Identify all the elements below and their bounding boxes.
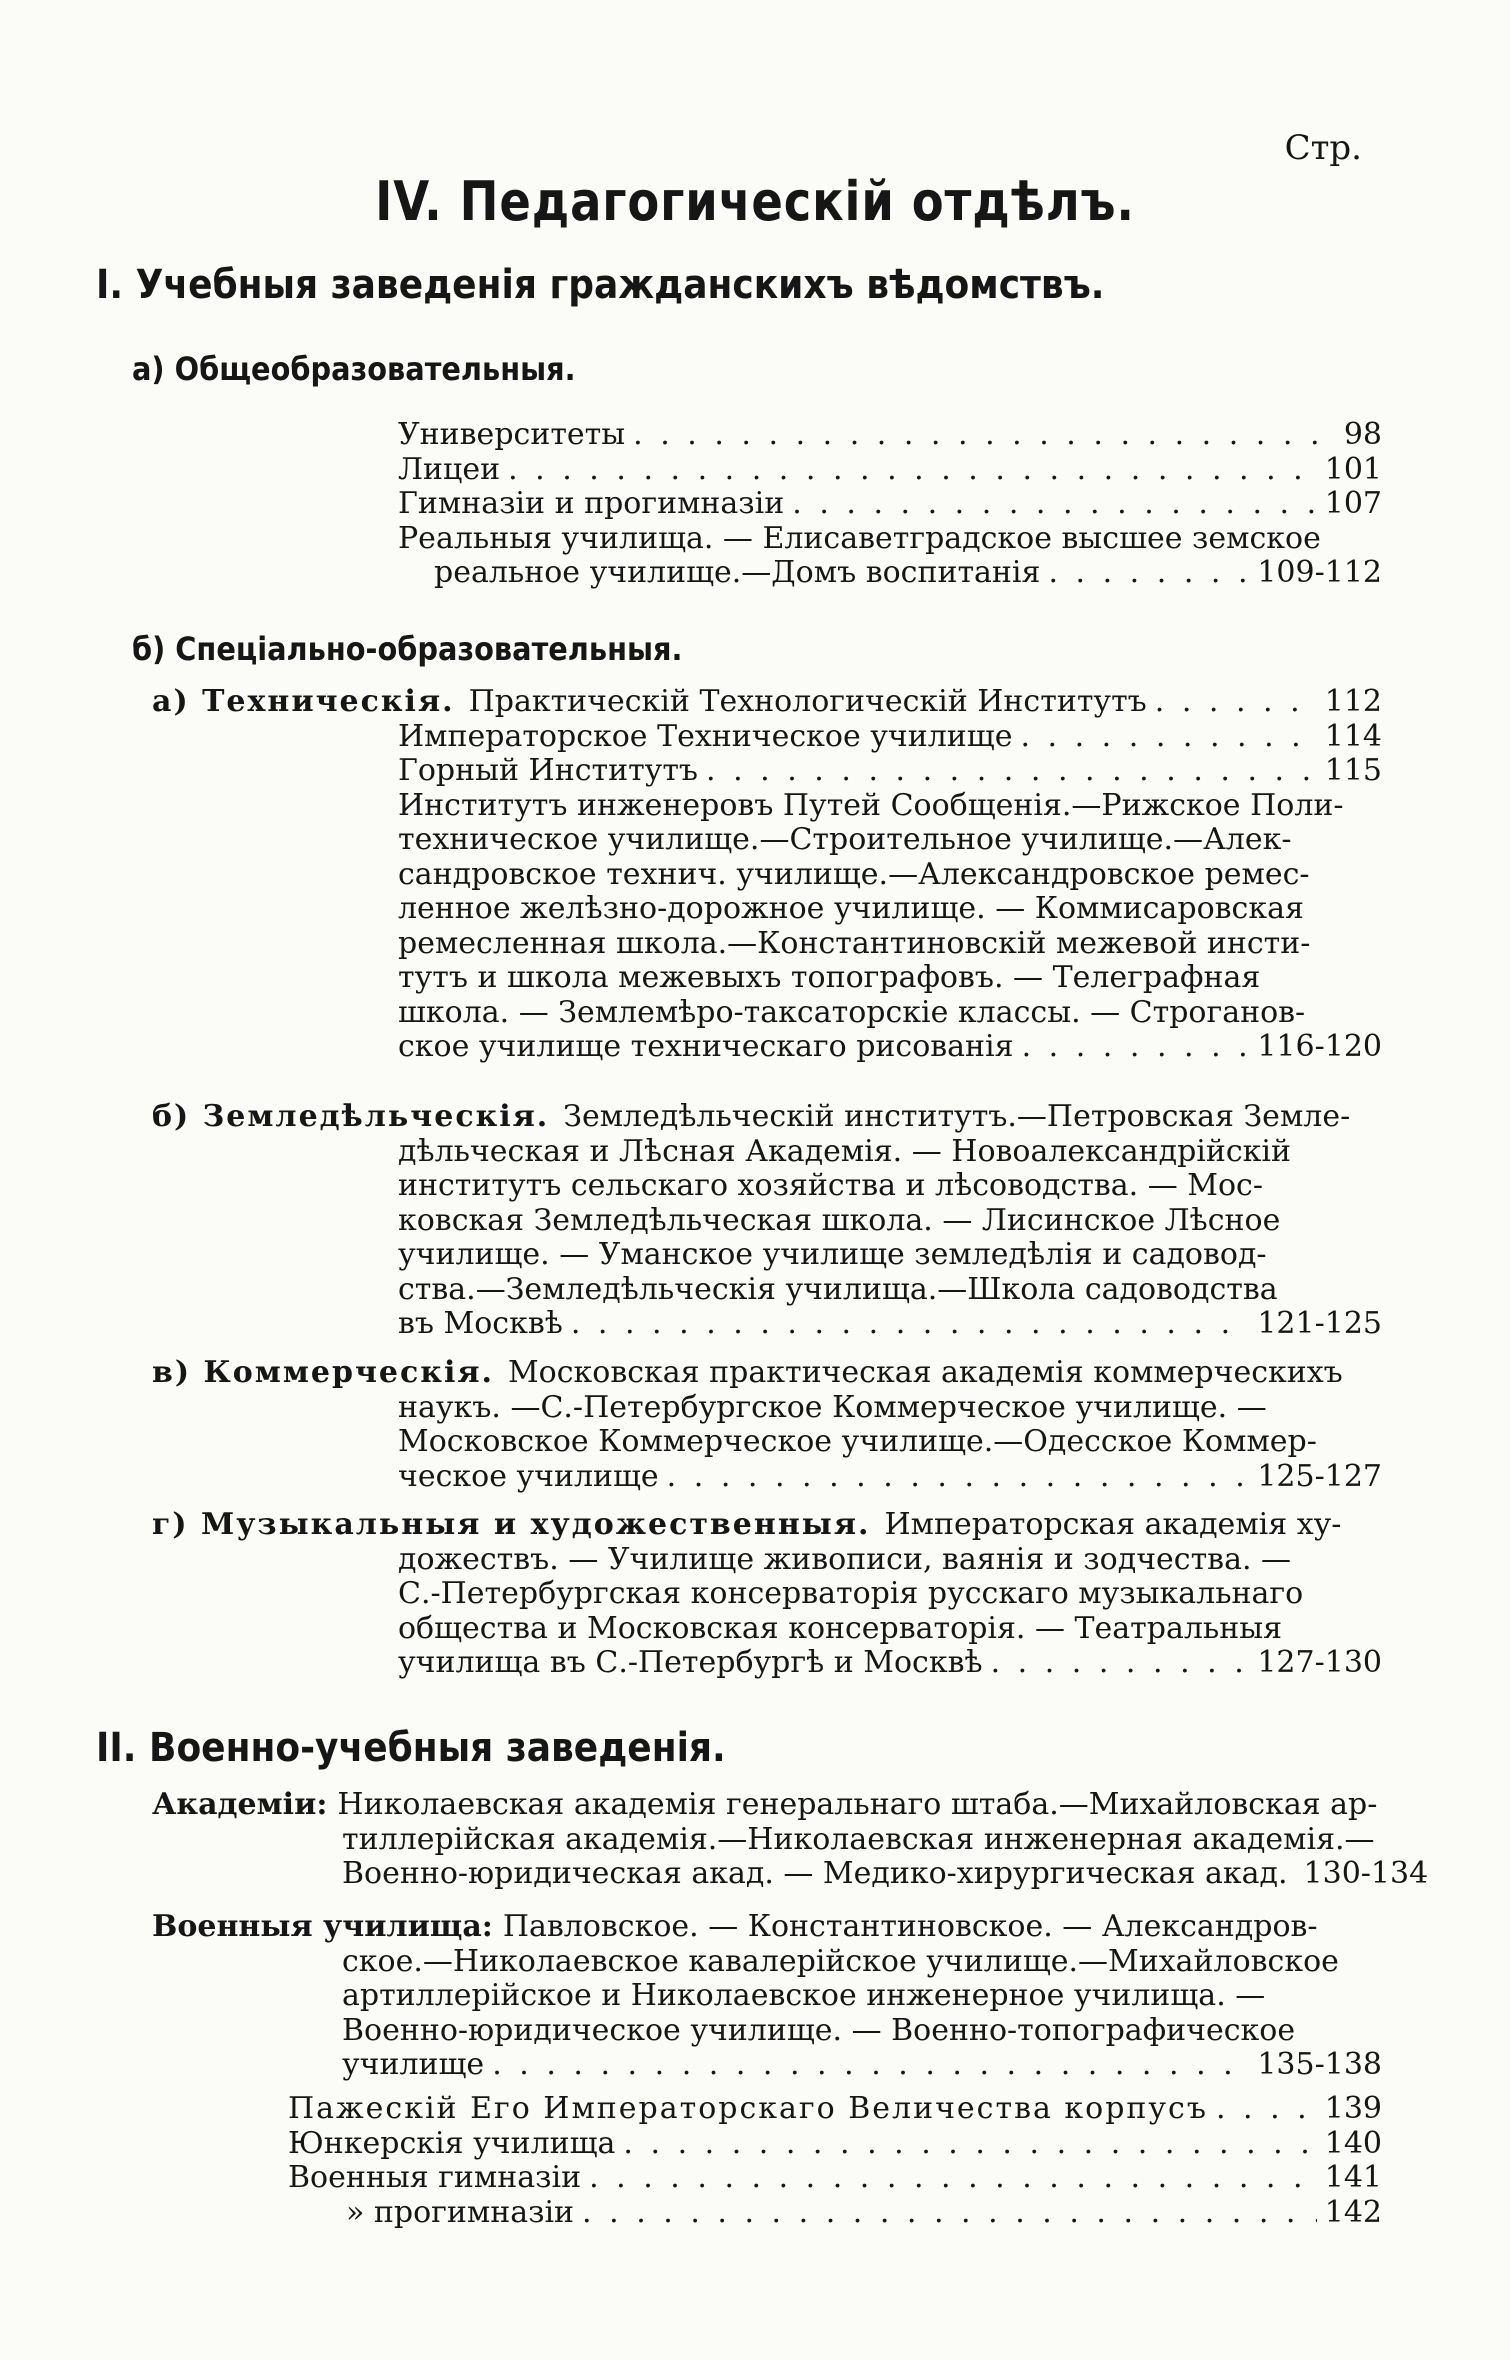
toc-entry: училище . . . 135-138: [342, 2048, 1382, 2083]
toc-text-line: школа. — Землемѣро-таксаторскіе классы. — Строганов-: [398, 994, 1306, 1030]
tech-group: [152, 685, 1382, 1065]
military-schools-group: [152, 1910, 1382, 2083]
leader-dots: [589, 2161, 1317, 2196]
page-number: 101: [1324, 451, 1382, 487]
toc-text-line: ленное желѣзно-дорожное училище. — Коммисаровская: [398, 891, 1304, 926]
toc-entry: » прогимназіи . . . 142: [288, 2196, 1382, 2231]
toc-entry: Лицеи . . . 101: [398, 453, 1382, 488]
toc-text-line: сандровское технич. училище.—Александровское ремес-: [398, 856, 1310, 892]
toc-entry: въ Москвѣ . . . 121-125: [398, 1307, 1382, 1342]
category-label: г) Музыкальныя и художественныя.: [152, 1507, 871, 1542]
military-entries: [288, 2092, 1382, 2230]
toc-text-line: ковская Земледѣльческая школа. — Лисинское Лѣсное: [398, 1202, 1281, 1238]
toc-entry: Военно-юридическая акад. — Медико-хирургическая акад. 130-134: [342, 1856, 1429, 1891]
leader-dots: [667, 1460, 1250, 1495]
subsection-a-title: а) Общеобразовательныя.: [132, 350, 576, 388]
toc-text-line: С.-Петербургская консерваторія русскаго музыкальнаго: [398, 1576, 1304, 1611]
page-number: 141: [1324, 2160, 1382, 2195]
toc-text-line: Московское Коммерческое училище.—Одесское Коммер-: [398, 1424, 1317, 1459]
music-group: [152, 1508, 1382, 1681]
toc-entry: реальное училище.—Домъ воспитанія . . . 109-112: [398, 556, 1382, 591]
page-number: 107: [1324, 486, 1382, 521]
leader-dots: [1216, 2092, 1317, 2127]
leader-dots: [571, 1307, 1250, 1342]
toc-entry: Пажескій Его Императорскаго Величества корпусъ . . . 139: [288, 2092, 1382, 2127]
toc-text-line: ремесленная школа.—Константиновскій межевой инсти-: [398, 925, 1311, 961]
toc-entry: Императорское Техническое училище . . . 114: [398, 720, 1382, 755]
comm-group: [152, 1356, 1382, 1494]
page-number: 135-138: [1257, 2047, 1382, 2082]
toc-entry: Горный Институтъ . . . 115: [398, 754, 1382, 789]
toc-text-line: г) Музыкальныя и художественныя. Императорская академія ху-: [152, 1507, 1342, 1542]
toc-text-line: Военныя училища: Павловское. — Константиновское. — Александров-: [152, 1909, 1318, 1944]
toc-text-line: Реальныя училища. — Елисаветградское высшее земское: [398, 520, 1321, 556]
toc-text-line: артиллерійское и Николаевское инженерное училища. —: [342, 1978, 1266, 2013]
leader-dots: [633, 418, 1336, 453]
section-2-title: II. Военно-учебныя заведенія.: [96, 1725, 726, 1771]
toc-entry: Военныя гимназіи . . . 141: [288, 2161, 1382, 2196]
page-column-label: Стр.: [1284, 128, 1362, 168]
leader-dots: [582, 2196, 1317, 2231]
agri-group: [152, 1100, 1382, 1342]
leader-dots: [1155, 685, 1317, 720]
toc-text-line: дожествъ. — Училище живописи, ваянія и зодчества. —: [398, 1541, 1292, 1577]
toc-text-line: техническое училище.—Строительное училище.—Алек-: [398, 822, 1292, 857]
page-number: 109-112: [1257, 555, 1382, 590]
academies-group: [152, 1787, 1429, 1892]
page-number: 139: [1324, 2091, 1382, 2126]
toc-text-line: б) Земледѣльческія. Земледѣльческій институтъ.—Петровская Земле-: [152, 1099, 1351, 1134]
toc-text-line: ское.—Николаевское кавалерійское училище.—Михайловское: [342, 1943, 1339, 1979]
toc-text-line: дѣльческая и Лѣсная Академія. — Новоалександрійскій: [398, 1133, 1291, 1169]
toc-text-line: наукъ. —С.-Петербургское Коммерческое училище. —: [398, 1389, 1267, 1425]
toc-text-line: ства.—Земледѣльческія училища.—Школа садоводства: [398, 1271, 1278, 1307]
toc-text-line: тиллерійская академія.—Николаевская инженерная академія.—: [342, 1821, 1375, 1857]
page-number: 127-130: [1257, 1645, 1382, 1680]
page-title: IV. Педагогическій отдѣлъ.: [375, 170, 1135, 233]
toc-text-line: общества и Московская консерваторія. — Театральныя: [398, 1610, 1283, 1646]
toc-entry: ское училище техническаго рисованія . . . 116-120: [398, 1030, 1382, 1065]
toc-text-line: тутъ и школа межевыхъ топографовъ. — Телеграфная: [398, 960, 1261, 995]
toc-text-line: училище. — Уманское училище земледѣлія и садовод-: [398, 1237, 1267, 1272]
page-number: 116-120: [1257, 1029, 1382, 1064]
toc-entry: Университеты . . . 98: [398, 418, 1382, 453]
page-number: 130-134: [1303, 1856, 1429, 1891]
toc-entry: Гимназіи и прогимназіи . . . 107: [398, 487, 1382, 522]
category-label: а) Техническія.: [152, 684, 455, 719]
page-number: 112: [1324, 684, 1382, 719]
page-number: 98: [1343, 417, 1382, 452]
page-number: 125-127: [1257, 1458, 1382, 1494]
toc-text-line: Институтъ инженеровъ Путей Сообщенія.—Рижское Поли-: [398, 787, 1344, 823]
toc-entry: училища въ С.-Петербургѣ и Москвѣ . . . 127-130: [398, 1646, 1382, 1681]
leader-dots: [508, 453, 1317, 488]
leader-dots: [623, 2127, 1316, 2162]
toc-text-line: в) Коммерческія. Московская практическая академія коммерческихъ: [152, 1355, 1343, 1390]
leader-dots: [991, 1646, 1250, 1681]
category-label: Академіи:: [152, 1787, 328, 1822]
category-label: Военныя училища:: [152, 1909, 493, 1944]
page-number: 142: [1324, 2194, 1382, 2230]
toc-entry: ческое училище . . . 125-127: [398, 1460, 1382, 1495]
toc-text-line: Академіи: Николаевская академія генеральнаго штаба.—Михайловская ар-: [152, 1787, 1378, 1822]
leader-dots: [1048, 556, 1249, 591]
page-number: 114: [1324, 718, 1382, 754]
leader-dots: [1020, 720, 1316, 755]
leader-dots: [792, 487, 1316, 522]
section-1-title: I. Учебныя заведенія гражданскихъ вѣдомствъ.: [96, 262, 1105, 308]
page-number: 121-125: [1257, 1306, 1382, 1341]
toc-text-line: институтъ сельскаго хозяйства и лѣсоводства. — Мос-: [398, 1168, 1263, 1203]
toc-text-line: Военно-юридическое училище. — Военно-топографическое: [342, 2012, 1296, 2048]
category-label: в) Коммерческія.: [152, 1355, 494, 1390]
leader-dots: [492, 2048, 1249, 2083]
leader-dots: [1022, 1030, 1250, 1065]
leader-dots: [706, 754, 1317, 789]
toc-entry: Юнкерскія училища . . . 140: [288, 2127, 1382, 2162]
subsection-b-title: б) Спеціально-образовательныя.: [132, 630, 683, 668]
page-number: 140: [1324, 2125, 1382, 2161]
page-number: 115: [1324, 753, 1382, 788]
subsection-a-list: [398, 418, 1382, 591]
toc-entry: а) Техническія. Практическій Технологическій Институтъ . . . 112: [152, 685, 1382, 720]
category-label: б) Земледѣльческія.: [152, 1099, 550, 1134]
